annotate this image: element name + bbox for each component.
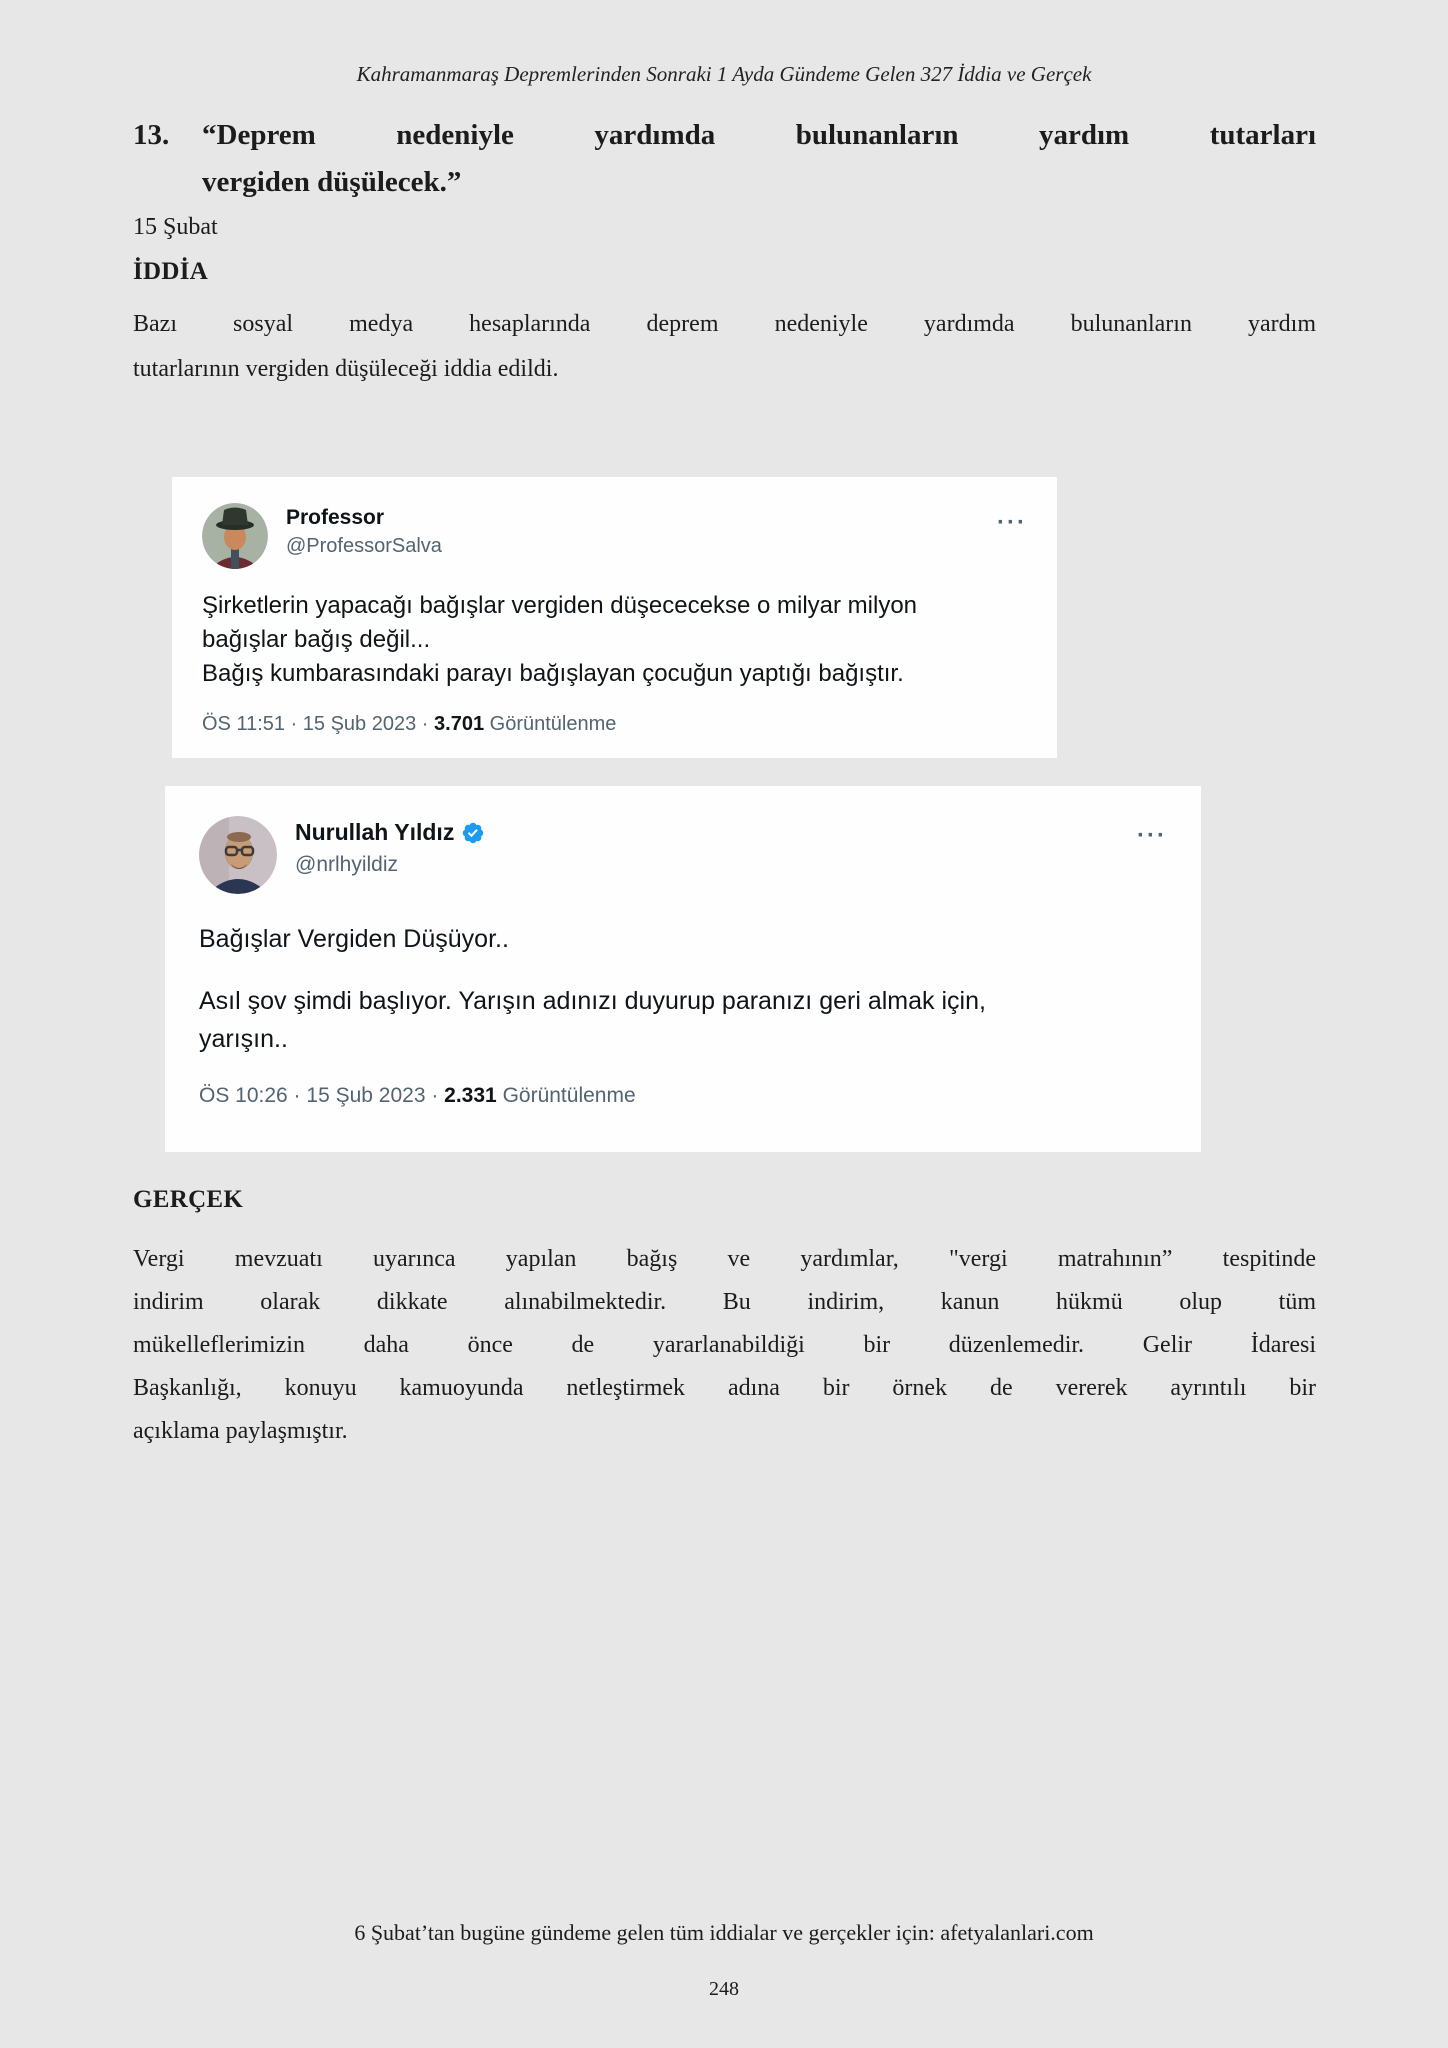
tweet-views-label: Görüntülenme bbox=[496, 1084, 636, 1107]
claim-number: 13. bbox=[133, 119, 170, 151]
tweet-body-line: Şirketlerin yapacağı bağışlar vergiden düşececekse o milyar milyon bbox=[202, 592, 918, 619]
fact-section-heading: GERÇEK bbox=[133, 1186, 244, 1213]
running-header: Kahramanmaraş Depremlerinden Sonraki 1 Ayda Gündeme Gelen 327 İddia ve Gerçek bbox=[356, 62, 1092, 86]
tweet-meta bbox=[202, 713, 1027, 736]
tweet-views-count: 2.331 bbox=[444, 1084, 497, 1107]
tweet-screenshot-nurullah bbox=[165, 786, 1201, 1152]
tweet-display-name bbox=[295, 819, 485, 846]
tweet-body-line: Bağışlar Vergiden Düşüyor.. bbox=[199, 925, 509, 953]
tweet-handle: @nrlhyildiz bbox=[295, 853, 399, 876]
more-options-icon: ··· bbox=[1137, 822, 1167, 849]
tweet-timestamp: ÖS 11:51 · 15 Şub 2023 · bbox=[202, 713, 435, 735]
avatar bbox=[202, 503, 268, 569]
tweet-timestamp: ÖS 10:26 · 15 Şub 2023 · bbox=[199, 1084, 445, 1107]
claim-title-row bbox=[133, 112, 1316, 206]
claim-date: 15 Şubat bbox=[133, 214, 218, 240]
tweet-body bbox=[199, 920, 1167, 1058]
fact-paragraph-line3: mükelleflerimizin daha önce de yararlanabildiği bir düzenlemedir. Gelir İdaresi bbox=[133, 1332, 1316, 1358]
tweet-display-name bbox=[286, 506, 442, 530]
tweet-body-line: bağışlar bağış değil... bbox=[202, 626, 431, 653]
tweet-handle: @ProfessorSalva bbox=[286, 535, 442, 557]
claim-title bbox=[202, 112, 1316, 206]
tweet-screenshot-professor bbox=[172, 477, 1057, 758]
tweet-meta bbox=[199, 1084, 1167, 1108]
tweet-header bbox=[199, 816, 1167, 894]
avatar-nurullah-image bbox=[199, 816, 277, 894]
footer-note: 6 Şubat’tan bugüne gündeme gelen tüm iddialar ve gerçekler için: afetyalanlari.com bbox=[354, 1920, 1094, 1945]
tweet-body bbox=[202, 589, 1027, 691]
claim-paragraph bbox=[133, 302, 1316, 392]
fact-paragraph-line2: indirim olarak dikkate alınabilmektedir. Bu indirim, kanun hükmü olup tüm bbox=[133, 1289, 1316, 1315]
tweet-author-block bbox=[286, 503, 442, 558]
claim-paragraph-line1: Bazı sosyal medya hesaplarında deprem nedeniyle yardımda bulunanların yardım bbox=[133, 311, 1316, 337]
tweet-body-line: Asıl şov şimdi başlıyor. Yarışın adınızı duyurup paranızı geri almak için, bbox=[199, 987, 986, 1015]
tweet-author-block bbox=[295, 816, 485, 877]
claim-section-heading: İDDİA bbox=[133, 258, 209, 285]
display-name-text: Nurullah Yıldız bbox=[295, 819, 455, 845]
more-options-icon: ··· bbox=[997, 509, 1027, 536]
avatar bbox=[199, 816, 277, 894]
fact-paragraph bbox=[133, 1238, 1316, 1453]
fact-paragraph-line5: açıklama paylaşmıştır. bbox=[133, 1418, 348, 1444]
tweet-body-line: yarışın.. bbox=[199, 1025, 288, 1053]
claim-title-line1: “Deprem nedeniyle yardımda bulunanların yardım tutarları bbox=[202, 119, 1316, 151]
fact-paragraph-line1: Vergi mevzuatı uyarınca yapılan bağış ve yardımlar, "vergi matrahının” tespitinde bbox=[133, 1246, 1316, 1272]
fact-paragraph-line4: Başkanlığı, konuyu kamuoyunda netleştirmek adına bir örnek de vererek ayrıntılı bir bbox=[133, 1375, 1316, 1401]
page-number: 248 bbox=[709, 1978, 739, 2000]
tweet-views-count: 3.701 bbox=[434, 713, 485, 735]
tweet-header bbox=[202, 503, 1027, 569]
tweet-views-label: Görüntülenme bbox=[484, 713, 617, 735]
verified-badge-icon bbox=[461, 821, 485, 845]
claim-title-line2: vergiden düşülecek.” bbox=[202, 166, 462, 198]
display-name-text: Professor bbox=[286, 506, 385, 529]
claim-paragraph-line2: tutarlarının vergiden düşüleceği iddia edildi. bbox=[133, 356, 559, 382]
tweet-body-line: Bağış kumbarasındaki parayı bağışlayan çocuğun yaptığı bağıştır. bbox=[202, 660, 904, 687]
avatar-professor-image bbox=[202, 503, 268, 569]
